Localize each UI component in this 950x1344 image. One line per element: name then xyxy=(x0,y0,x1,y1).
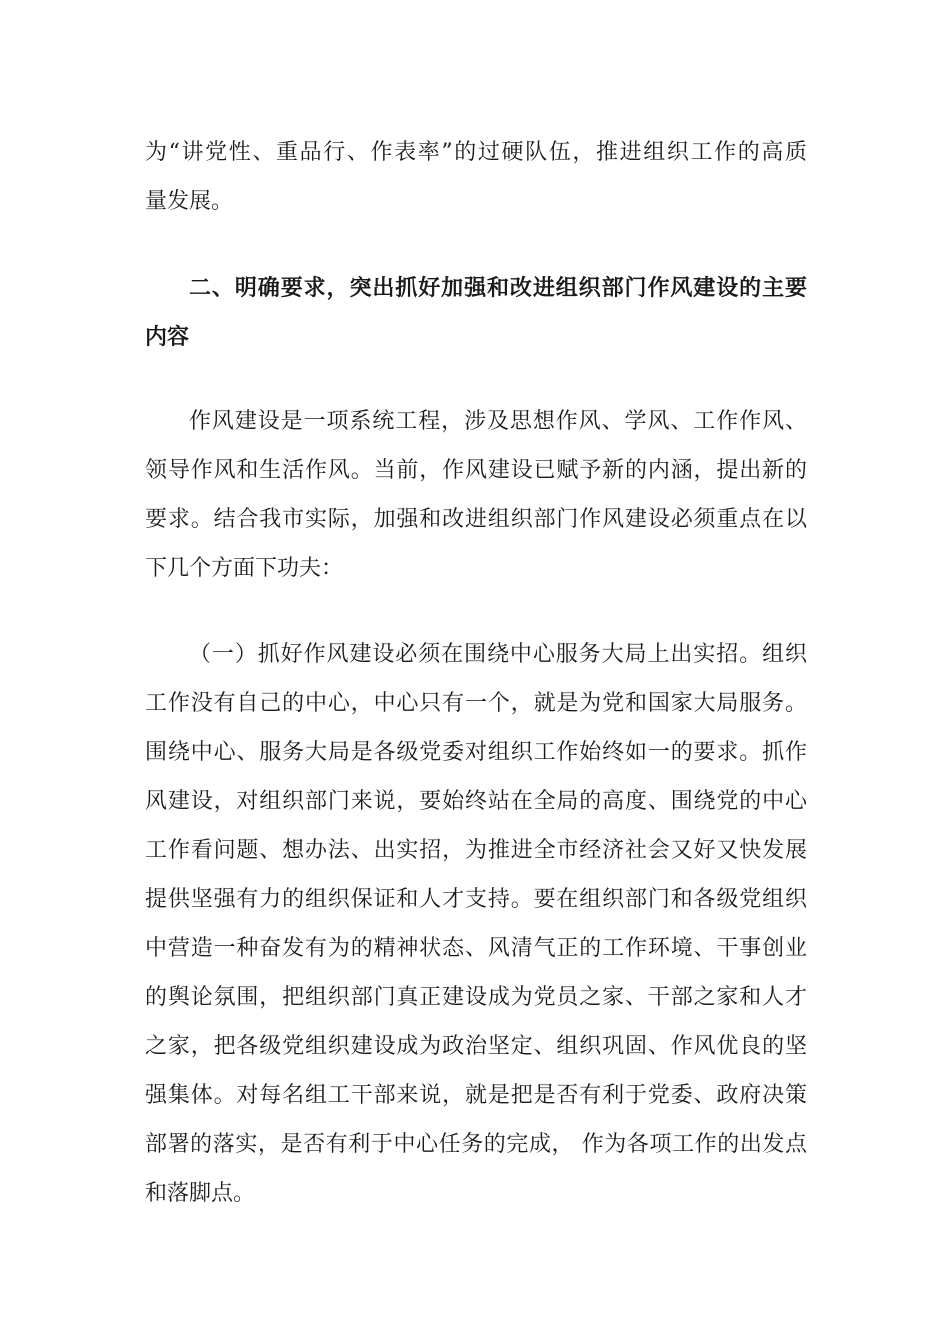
section-heading xyxy=(145,264,807,362)
heading-line: 二、明确要求，突出抓好加强和改进组织部门作风建设的主要 xyxy=(189,275,807,301)
paragraph-overview xyxy=(145,397,807,593)
text-line: 为“讲党性、重品行、作表率”的过硬队伍，推进组织工作的高质 xyxy=(145,140,807,165)
document-page xyxy=(145,128,807,1218)
text-line: 要求。结合我市实际，加强和改进组织部门作风建设必须重点在以 xyxy=(145,507,807,532)
text-line: 部署的落实，是否有利于中心任务的完成， 作为各项工作的出发点 xyxy=(145,1132,807,1157)
text-line: 围绕中心、服务大局是各级党委对组织工作始终如一的要求。抓作 xyxy=(145,740,807,765)
text-line: 作风建设是一项系统工程，涉及思想作风、学风、工作作风、 xyxy=(189,409,807,434)
text-line: 的舆论氛围，把组织部门真正建设成为党员之家、干部之家和人才 xyxy=(145,985,807,1010)
paragraph-point-one xyxy=(145,630,807,1218)
text-line: （一）抓好作风建设必须在围绕中心服务大局上出实招。组织 xyxy=(189,642,807,667)
text-line: 和落脚点。 xyxy=(145,1181,256,1206)
paragraph-intro-tail xyxy=(145,128,807,226)
text-line: 提供坚强有力的组织保证和人才支持。要在组织部门和各级党组织 xyxy=(145,887,807,912)
heading-line: 内容 xyxy=(145,324,190,350)
text-line: 领导作风和生活作风。当前，作风建设已赋予新的内涵，提出新的 xyxy=(145,458,807,483)
text-line: 之家，把各级党组织建设成为政治坚定、组织巩固、作风优良的坚 xyxy=(145,1034,807,1059)
text-line: 风建设，对组织部门来说，要始终站在全局的高度、围绕党的中心 xyxy=(145,789,807,814)
text-line: 工作没有自己的中心，中心只有一个，就是为党和国家大局服务。 xyxy=(145,691,807,716)
text-line: 工作看问题、想办法、出实招，为推进全市经济社会又好又快发展 xyxy=(145,838,807,863)
text-line: 量发展。 xyxy=(145,189,234,214)
text-line: 强集体。对每名组工干部来说，就是把是否有利于党委、政府决策 xyxy=(145,1083,807,1108)
text-line: 中营造一种奋发有为的精神状态、风清气正的工作环境、干事创业 xyxy=(145,936,807,961)
text-line: 下几个方面下功夫： xyxy=(145,556,344,581)
